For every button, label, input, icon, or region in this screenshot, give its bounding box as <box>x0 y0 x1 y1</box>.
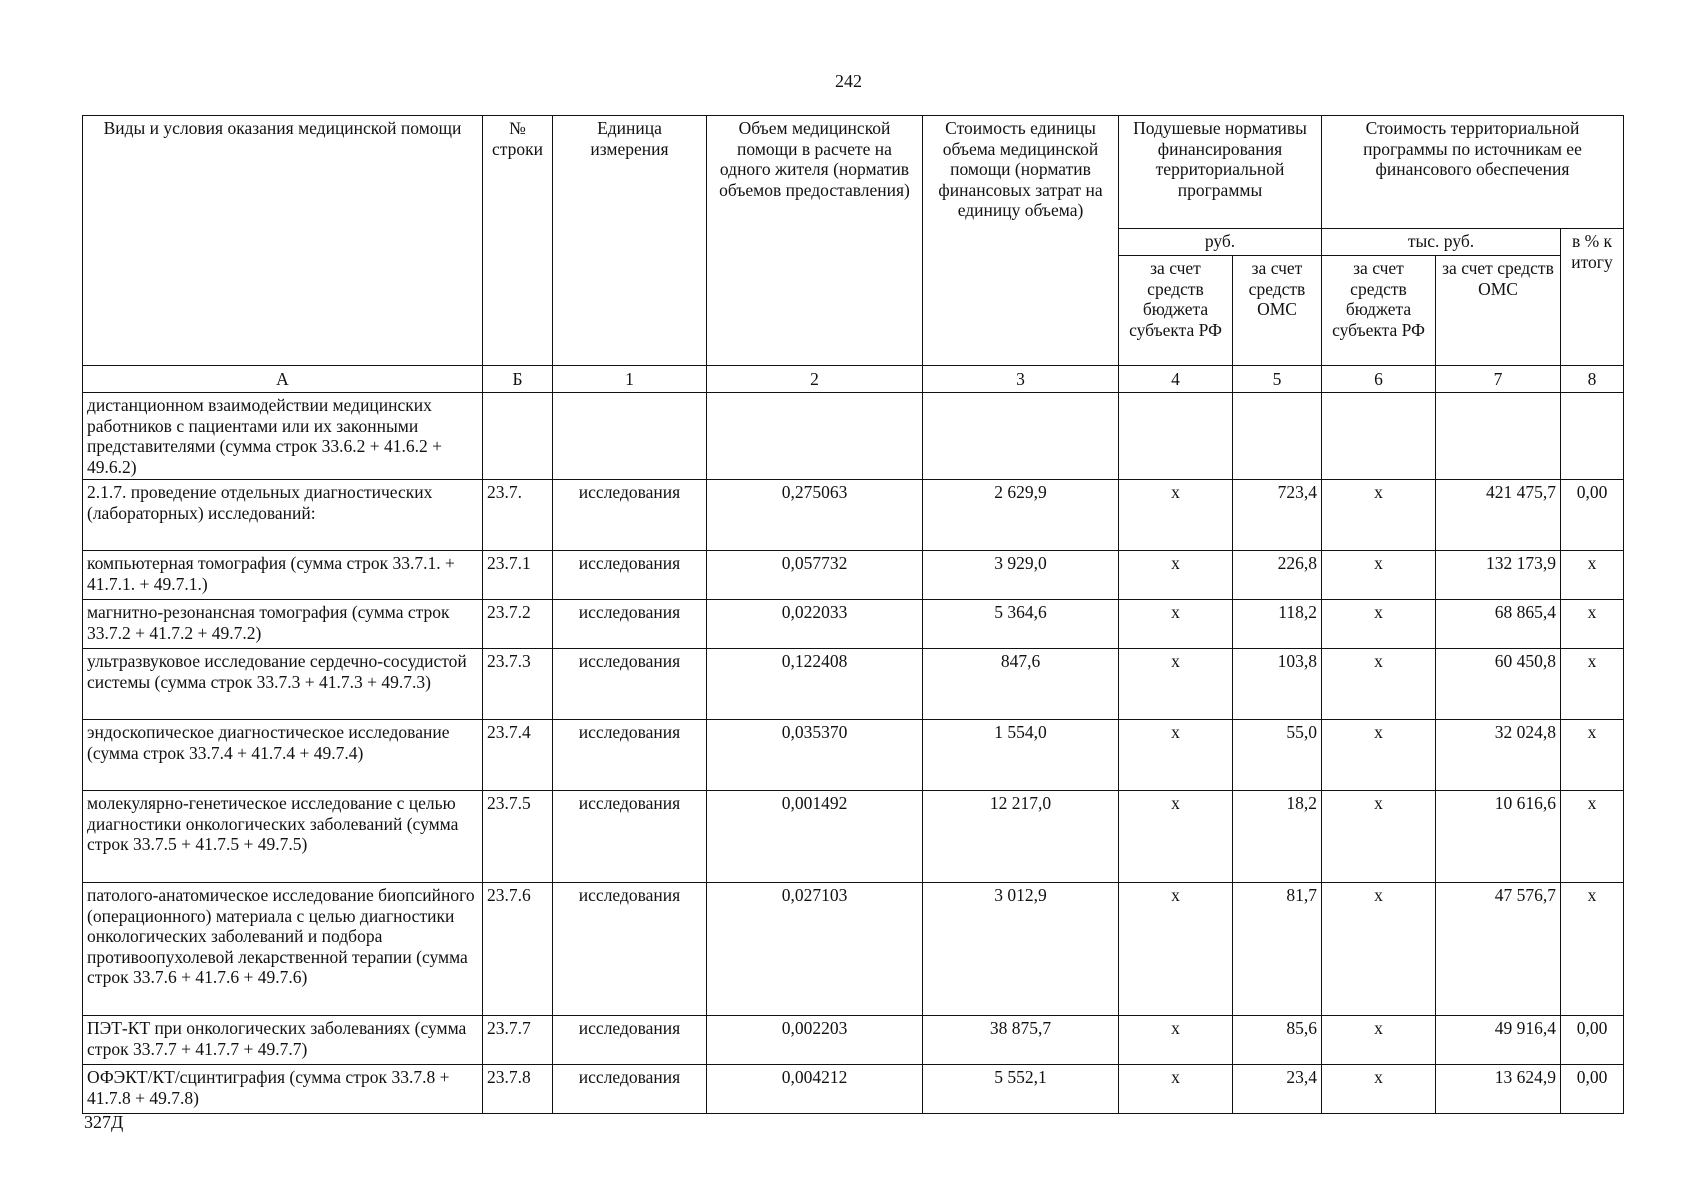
row-budget-thous: х <box>1322 600 1436 649</box>
row-oms-thous: 421 475,7 <box>1436 480 1561 551</box>
row-budget-rub: х <box>1119 1016 1233 1065</box>
header-cell-program-cost: Стоимость территориальной программы по источникам ее финансового обеспечения <box>1322 116 1624 229</box>
header-cell-thous-rub: тыс. руб. <box>1322 229 1561 256</box>
row-oms-rub: 55,0 <box>1233 720 1322 791</box>
row-unit-cost: 3 012,9 <box>923 883 1119 1016</box>
table-row <box>83 480 1624 551</box>
header-cell-percent: в % к итогу <box>1561 229 1624 366</box>
empty-cell <box>923 393 1119 480</box>
row-volume: 0,275063 <box>707 480 923 551</box>
row-unit-cost: 2 629,9 <box>923 480 1119 551</box>
index-cell: 6 <box>1322 366 1436 393</box>
row-unit-cost: 12 217,0 <box>923 791 1119 883</box>
row-oms-thous: 10 616,6 <box>1436 791 1561 883</box>
row-budget-thous: х <box>1322 480 1436 551</box>
row-volume: 0,122408 <box>707 649 923 720</box>
index-cell: 8 <box>1561 366 1624 393</box>
row-oms-rub: 103,8 <box>1233 649 1322 720</box>
row-number: 23.7.8 <box>483 1065 553 1114</box>
row-budget-thous: х <box>1322 551 1436 600</box>
table-row <box>83 1065 1624 1114</box>
row-unit-cost: 38 875,7 <box>923 1016 1119 1065</box>
row-volume: 0,002203 <box>707 1016 923 1065</box>
index-cell: А <box>83 366 483 393</box>
row-unit: исследования <box>553 649 707 720</box>
row-oms-rub: 81,7 <box>1233 883 1322 1016</box>
row-oms-thous: 132 173,9 <box>1436 551 1561 600</box>
row-oms-rub: 85,6 <box>1233 1016 1322 1065</box>
empty-cell <box>553 393 707 480</box>
row-budget-rub: х <box>1119 1065 1233 1114</box>
row-name: молекулярно-генетическое исследование с целью диагностики онкологических заболеваний (сумма строк 33.7.5 + 41.7.5 + 49.7.5) <box>83 791 483 883</box>
empty-cell <box>1436 393 1561 480</box>
row-percent: х <box>1561 883 1624 1016</box>
row-volume: 0,022033 <box>707 600 923 649</box>
row-unit: исследования <box>553 551 707 600</box>
row-number: 23.7.7 <box>483 1016 553 1065</box>
row-budget-rub: х <box>1119 649 1233 720</box>
page-number: 242 <box>835 71 862 91</box>
empty-cell <box>1322 393 1436 480</box>
row-budget-thous: х <box>1322 883 1436 1016</box>
table-row <box>83 600 1624 649</box>
row-unit: исследования <box>553 480 707 551</box>
row-budget-thous: х <box>1322 649 1436 720</box>
row-budget-rub: х <box>1119 480 1233 551</box>
row-oms-thous: 47 576,7 <box>1436 883 1561 1016</box>
row-unit-cost: 5 364,6 <box>923 600 1119 649</box>
row-oms-thous: 13 624,9 <box>1436 1065 1561 1114</box>
row-name: 2.1.7. проведение отдельных диагностических (лабораторных) исследований: <box>83 480 483 551</box>
row-name: ультразвуковое исследование сердечно-сосудистой системы (сумма строк 33.7.3 + 41.7.3 + 49.7.3) <box>83 649 483 720</box>
row-oms-rub: 23,4 <box>1233 1065 1322 1114</box>
header-cell-budget-thous: за счет средств бюджета субъекта РФ <box>1322 256 1436 366</box>
column-index-row <box>83 366 1624 393</box>
row-volume: 0,035370 <box>707 720 923 791</box>
row-unit-cost: 3 929,0 <box>923 551 1119 600</box>
row-unit-cost: 5 552,1 <box>923 1065 1119 1114</box>
row-volume: 0,001492 <box>707 791 923 883</box>
row-budget-rub: х <box>1119 791 1233 883</box>
row-number: 23.7.6 <box>483 883 553 1016</box>
header-cell-types: Виды и условия оказания медицинской помощи <box>83 116 483 366</box>
empty-cell <box>1561 393 1624 480</box>
row-name: эндоскопическое диагностическое исследование (сумма строк 33.7.4 + 41.7.4 + 49.7.4) <box>83 720 483 791</box>
row-percent: х <box>1561 649 1624 720</box>
row-oms-thous: 49 916,4 <box>1436 1016 1561 1065</box>
row-oms-rub: 118,2 <box>1233 600 1322 649</box>
continuation-row <box>83 393 1624 480</box>
row-oms-rub: 723,4 <box>1233 480 1322 551</box>
table-row <box>83 551 1624 600</box>
row-unit: исследования <box>553 791 707 883</box>
empty-cell <box>1233 393 1322 480</box>
row-budget-rub: х <box>1119 883 1233 1016</box>
row-number: 23.7.1 <box>483 551 553 600</box>
row-oms-thous: 60 450,8 <box>1436 649 1561 720</box>
index-cell: 3 <box>923 366 1119 393</box>
row-unit: исследования <box>553 600 707 649</box>
row-percent: х <box>1561 600 1624 649</box>
row-name: ПЭТ-КТ при онкологических заболеваниях (сумма строк 33.7.7 + 41.7.7 + 49.7.7) <box>83 1016 483 1065</box>
row-number: 23.7.4 <box>483 720 553 791</box>
financing-table <box>82 115 1624 1114</box>
row-unit-cost: 847,6 <box>923 649 1119 720</box>
row-volume: 0,057732 <box>707 551 923 600</box>
row-unit: исследования <box>553 720 707 791</box>
row-budget-thous: х <box>1322 720 1436 791</box>
header-cell-oms-thous: за счет средств ОМС <box>1436 256 1561 366</box>
table-row <box>83 1016 1624 1065</box>
header-cell-volume: Объем медицинской помощи в расчете на одного жителя (норматив объемов предоставления) <box>707 116 923 366</box>
row-budget-rub: х <box>1119 600 1233 649</box>
index-cell: Б <box>483 366 553 393</box>
header-cell-row-number: № строки <box>483 116 553 366</box>
row-oms-thous: 68 865,4 <box>1436 600 1561 649</box>
table-row <box>83 720 1624 791</box>
header-cell-unit: Единица измерения <box>553 116 707 366</box>
table-row <box>83 883 1624 1016</box>
index-cell: 1 <box>553 366 707 393</box>
row-volume: 0,027103 <box>707 883 923 1016</box>
row-number: 23.7. <box>483 480 553 551</box>
row-volume: 0,004212 <box>707 1065 923 1114</box>
row-number: 23.7.5 <box>483 791 553 883</box>
continuation-text: дистанционном взаимодействии медицинских работников с пациентами или их законными представителями (сумма строк 33.6.2 + 41.6.2 + 49.6.2) <box>83 393 483 480</box>
header-cell-per-capita: Подушевые нормативы финансирования территориальной программы <box>1119 116 1322 229</box>
row-percent: х <box>1561 720 1624 791</box>
header-cell-budget-rub: за счет средств бюджета субъекта РФ <box>1119 256 1233 366</box>
row-oms-rub: 18,2 <box>1233 791 1322 883</box>
row-unit: исследования <box>553 1065 707 1114</box>
row-percent: 0,00 <box>1561 1016 1624 1065</box>
row-name: ОФЭКТ/КТ/сцинтиграфия (сумма строк 33.7.8 + 41.7.8 + 49.7.8) <box>83 1065 483 1114</box>
table-row <box>83 649 1624 720</box>
header-cell-rub: руб. <box>1119 229 1322 256</box>
header-cell-oms-rub: за счет средств ОМС <box>1233 256 1322 366</box>
empty-cell <box>483 393 553 480</box>
index-cell: 7 <box>1436 366 1561 393</box>
row-name: компьютерная томография (сумма строк 33.7.1. + 41.7.1. + 49.7.1.) <box>83 551 483 600</box>
header-cell-unit-cost: Стоимость единицы объема медицинской помощи (норматив финансовых затрат на единицу объема) <box>923 116 1119 366</box>
row-percent: 0,00 <box>1561 1065 1624 1114</box>
index-cell: 5 <box>1233 366 1322 393</box>
row-budget-thous: х <box>1322 1065 1436 1114</box>
index-cell: 4 <box>1119 366 1233 393</box>
row-number: 23.7.2 <box>483 600 553 649</box>
row-unit: исследования <box>553 1016 707 1065</box>
row-percent: 0,00 <box>1561 480 1624 551</box>
row-oms-rub: 226,8 <box>1233 551 1322 600</box>
row-number: 23.7.3 <box>483 649 553 720</box>
row-budget-rub: х <box>1119 720 1233 791</box>
table-row <box>83 791 1624 883</box>
row-unit: исследования <box>553 883 707 1016</box>
row-percent: х <box>1561 791 1624 883</box>
row-name: патолого-анатомическое исследование биопсийного (операционного) материала с целью диагностики онкологических заболеваний и подбора противоопухолевой лекарственной терапии (сумма строк 33.7.6 + 41.7.6 + 49.7.6) <box>83 883 483 1016</box>
row-name: магнитно-резонансная томография (сумма строк 33.7.2 + 41.7.2 + 49.7.2) <box>83 600 483 649</box>
row-budget-thous: х <box>1322 1016 1436 1065</box>
row-budget-thous: х <box>1322 791 1436 883</box>
empty-cell <box>707 393 923 480</box>
index-cell: 2 <box>707 366 923 393</box>
document-code: 327Д <box>84 1112 124 1132</box>
row-budget-rub: х <box>1119 551 1233 600</box>
empty-cell <box>1119 393 1233 480</box>
row-unit-cost: 1 554,0 <box>923 720 1119 791</box>
row-oms-thous: 32 024,8 <box>1436 720 1561 791</box>
row-percent: х <box>1561 551 1624 600</box>
